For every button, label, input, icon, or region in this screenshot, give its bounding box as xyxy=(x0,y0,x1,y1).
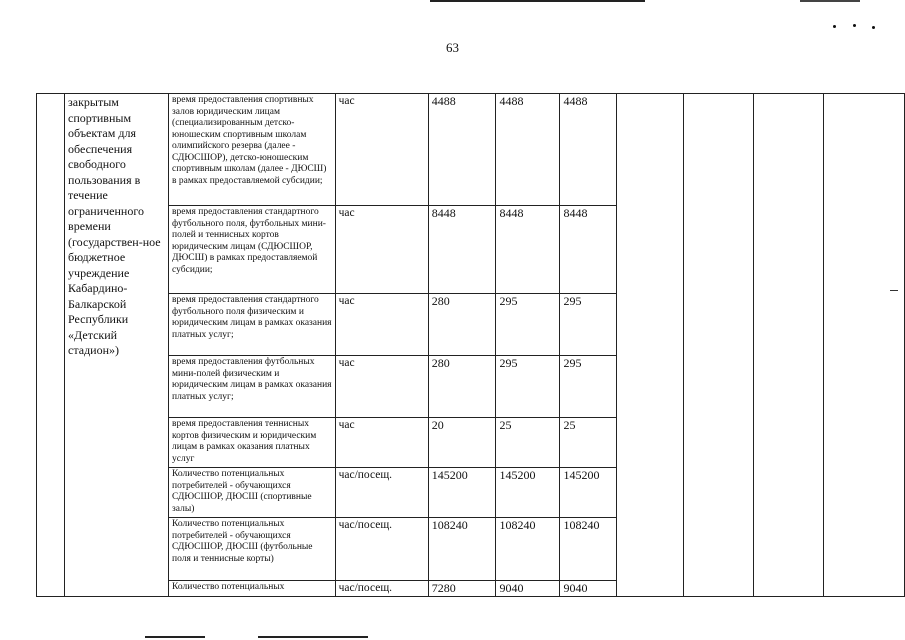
description-main: Количество потенциальных потребителей - обучающихся СДЮСШОР, ДЮСШ xyxy=(172,469,291,502)
value-cell: 280 xyxy=(428,356,496,418)
value-cell: 145200 xyxy=(496,468,560,518)
empty-cell xyxy=(753,94,823,597)
description-main: Количество потенциальных потребителей - обучающихся СДЮСШОР, ДЮСШ xyxy=(172,519,291,552)
description-cell: время предоставления стандартного футбольного поля, футбольных мини-полей и теннисных кортов юридическим лицам (СДЮСШОР, ДЮСШ) в рамках предоставляемой субсидии; xyxy=(169,206,336,294)
description-note: (футбольные поля и теннисные корты) xyxy=(172,542,313,564)
value-cell: 7280 xyxy=(428,581,496,597)
value-cell: 4488 xyxy=(496,94,560,206)
scan-dot xyxy=(853,24,856,27)
unit-cell: час/посещ. xyxy=(335,581,428,597)
value-cell: 145200 xyxy=(428,468,496,518)
unit-cell: час xyxy=(335,356,428,418)
empty-cell xyxy=(617,94,683,597)
value-cell: 25 xyxy=(560,418,617,468)
table-row xyxy=(37,94,905,206)
scan-artifact-top-line xyxy=(430,0,645,2)
unit-cell: час xyxy=(335,206,428,294)
description-cell: время предоставления стандартного футбольного поля физическим и юридическим лицам в рамках оказания платных услуг; xyxy=(169,294,336,356)
value-cell: 9040 xyxy=(560,581,617,597)
value-cell: 295 xyxy=(496,356,560,418)
organization-cell: закрытым спортивным объектам для обеспечения свободного пользования в течение ограниченного времени (государствен-ное бюджетное учреждение Кабардино-Балкарской Республики «Детский стадион») xyxy=(65,94,169,597)
scan-artifact-bottom-line xyxy=(145,636,205,638)
value-cell: 8448 xyxy=(428,206,496,294)
empty-cell xyxy=(683,94,753,597)
value-cell: 108240 xyxy=(428,518,496,581)
value-cell: 145200 xyxy=(560,468,617,518)
unit-cell: час/посещ. xyxy=(335,518,428,581)
unit-cell: час xyxy=(335,294,428,356)
value-cell: 295 xyxy=(496,294,560,356)
scan-dot xyxy=(872,26,875,29)
scan-artifact-top-line-right xyxy=(800,0,860,2)
description-cell: Количество потенциальных xyxy=(169,581,336,597)
unit-cell: час/посещ. xyxy=(335,468,428,518)
unit-cell: час xyxy=(335,418,428,468)
description-cell: время предоставления теннисных кортов физическим и юридическим лицам в рамках оказания платных услуг xyxy=(169,418,336,468)
value-cell: 108240 xyxy=(496,518,560,581)
empty-cell xyxy=(823,94,904,597)
value-cell: 4488 xyxy=(428,94,496,206)
scan-dot xyxy=(833,25,836,28)
scan-artifact-bottom-line xyxy=(258,636,368,638)
value-cell: 8448 xyxy=(560,206,617,294)
budget-table xyxy=(36,93,905,597)
description-note: (спортивные залы) xyxy=(172,492,312,514)
value-cell: 25 xyxy=(496,418,560,468)
description-cell xyxy=(169,518,336,581)
value-cell: 280 xyxy=(428,294,496,356)
value-cell: 20 xyxy=(428,418,496,468)
description-cell: время предоставления спортивных залов юридическим лицам (специализированным детско-юношеским спортивным школам олимпийского резерва (далее - СДЮСШОР), детско-юношеским спортивным школам (далее - ДЮСШ) в рамках предоставляемой субсидии; xyxy=(169,94,336,206)
description-cell xyxy=(169,468,336,518)
description-cell: время предоставления футбольных мини-полей физическим и юридическим лицам в рамках оказания платных услуг; xyxy=(169,356,336,418)
page-number: 63 xyxy=(446,40,459,55)
unit-cell: час xyxy=(335,94,428,206)
value-cell: 9040 xyxy=(496,581,560,597)
value-cell: 295 xyxy=(560,356,617,418)
empty-index-cell xyxy=(37,94,65,597)
value-cell: 108240 xyxy=(560,518,617,581)
value-cell: 8448 xyxy=(496,206,560,294)
value-cell: 295 xyxy=(560,294,617,356)
value-cell: 4488 xyxy=(560,94,617,206)
